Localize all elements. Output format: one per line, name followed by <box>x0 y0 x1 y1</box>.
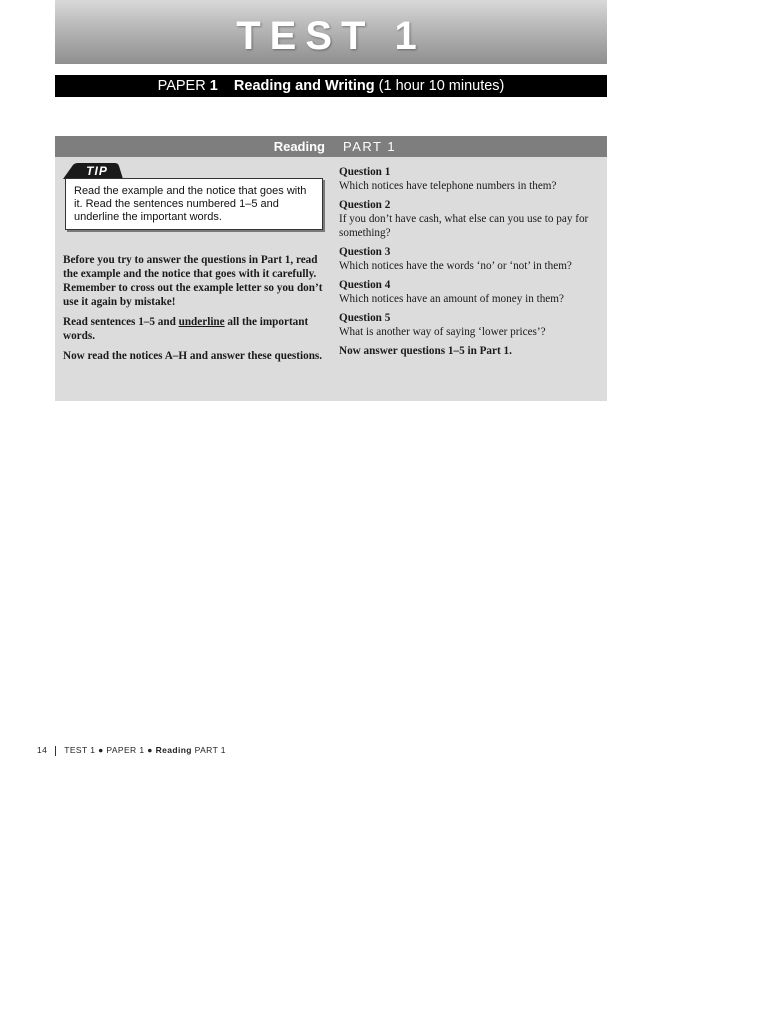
instruction-text: all the important words. <box>63 316 309 342</box>
question-item <box>339 311 601 339</box>
question-text: Which notices have an amount of money in them? <box>339 293 564 305</box>
paper-bar <box>55 75 607 97</box>
bullet-icon: ● <box>98 745 104 755</box>
question-item <box>339 198 601 240</box>
page-footer <box>37 745 226 756</box>
question-list <box>339 165 601 358</box>
footer-paper: PAPER 1 <box>106 745 145 755</box>
footer-divider <box>55 746 56 756</box>
question-text: Which notices have telephone numbers in them? <box>339 180 557 192</box>
bullet-icon: ● <box>147 745 153 755</box>
page-number: 14 <box>37 745 48 755</box>
instruction-paragraph: Before you try to answer the questions in Part 1, read the example and the notice that goes with it carefully. Remember to cross out the example letter so you don’t use it again by mistake! <box>63 254 323 308</box>
footer-part: PART 1 <box>194 745 226 755</box>
paper-label: PAPER <box>157 78 206 94</box>
underlined-word: underline <box>178 316 225 328</box>
test-title: TEST 1 <box>236 14 426 58</box>
question-heading: Question 1 <box>339 166 391 178</box>
question-heading: Question 3 <box>339 246 391 258</box>
question-text: What is another way of saying ‘lower prices’? <box>339 326 546 338</box>
section-header <box>55 136 607 157</box>
tip-box <box>65 178 323 230</box>
question-heading: Question 5 <box>339 312 391 324</box>
section-part: PART 1 <box>343 139 397 154</box>
tip-text: Read the example and the notice that goes with it. Read the sentences numbered 1–5 and underline the important words. <box>74 185 307 223</box>
instruction-text: Read sentences 1–5 and <box>63 316 176 328</box>
tip-badge <box>63 163 113 179</box>
footer-test: TEST 1 <box>64 745 96 755</box>
instructions <box>63 253 328 369</box>
question-heading: Question 2 <box>339 199 391 211</box>
question-heading: Question 4 <box>339 279 391 291</box>
question-text: If you don’t have cash, what else can you use to pay for something? <box>339 213 589 239</box>
final-instruction: Now answer questions 1–5 in Part 1. <box>339 345 512 357</box>
reading-part1-section <box>55 136 607 401</box>
paper-number: 1 <box>209 78 218 94</box>
tip-badge-label: TIP <box>86 164 108 178</box>
instruction-paragraph: Now read the notices A–H and answer these questions. <box>63 350 323 362</box>
question-item <box>339 245 601 273</box>
question-text: Which notices have the words ‘no’ or ‘not’ in them? <box>339 260 572 272</box>
question-item <box>339 165 601 193</box>
paper-time: (1 hour 10 minutes) <box>378 78 505 94</box>
footer-reading: Reading <box>155 745 192 755</box>
section-title: Reading <box>273 139 325 154</box>
instruction-paragraph <box>63 315 328 343</box>
test-banner <box>55 0 607 64</box>
question-item <box>339 278 601 306</box>
paper-name: Reading and Writing <box>233 78 375 94</box>
